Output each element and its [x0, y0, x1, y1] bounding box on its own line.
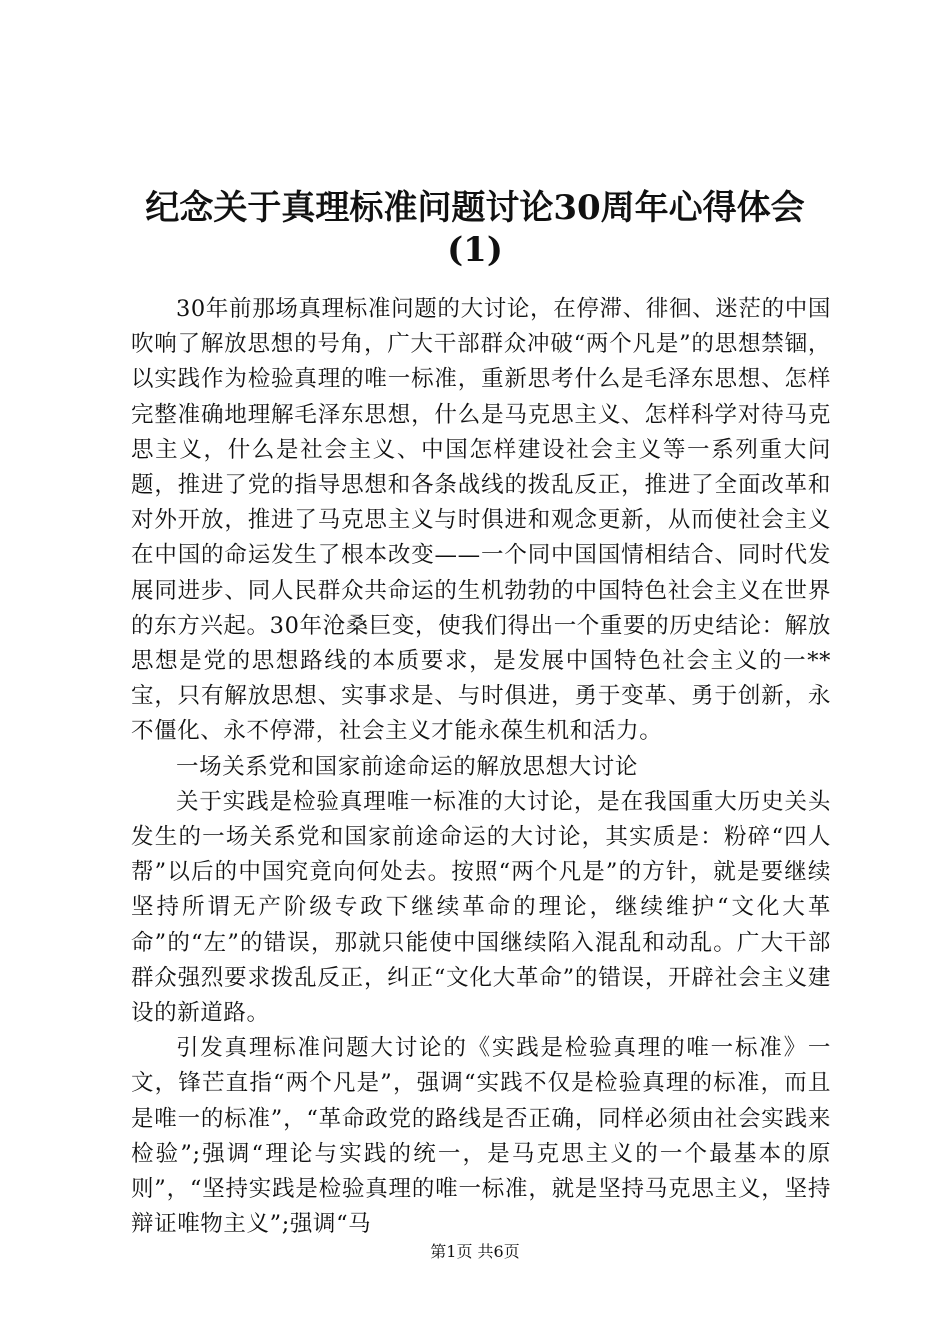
document-body [131, 292, 831, 1242]
section-heading: 一场关系党和国家前途命运的解放思想大讨论 [176, 753, 639, 780]
document-title: 纪念关于真理标准问题讨论30周年心得体会 [145, 188, 805, 228]
document-title-suffix: (1) [447, 230, 503, 270]
paragraph: 引发真理标准问题大讨论的《实践是检验真理的唯一标准》一文，锋芒直指“两个凡是”，强调“实践不仅是检验真理的标准，而且是唯一的标准”，“革命政党的路线是否正确，同样必须由社会实践来检验”;强调“理论与实践的统一，是马克思主义的一个最基本的原则”，“坚持实践是检验真理的唯一标准，就是坚持马克思主义，坚持辩证唯物主义”;强调“马 [131, 1035, 831, 1238]
paragraph: 30年前那场真理标准问题的大讨论，在停滞、徘徊、迷茫的中国吹响了解放思想的号角，广大干部群众冲破“两个凡是”的思想禁锢，以实践作为检验真理的唯一标准，重新思考什么是毛泽东思想、怎样完整准确地理解毛泽东思想，什么是马克思主义、怎样科学对待马克思主义，什么是社会主义、中国怎样建设社会主义等一系列重大问题，推进了党的指导思想和各条战线的拨乱反正，推进了全面改革和对外开放，推进了马克思主义与时俱进和观念更新，从而使社会主义在中国的命运发生了根本改变——一个同中国国情相结合、同时代发展同进步、同人民群众共命运的生机勃勃的中国特色社会主义在世界的东方兴起。30年沧桑巨变，使我们得出一个重要的历史结论：解放思想是党的思想路线的本质要求，是发展中国特色社会主义的一**宝，只有解放思想、实事求是、与时俱进，勇于变革、勇于创新，永不僵化、永不停滞，社会主义才能永葆生机和活力。 [131, 296, 831, 745]
page-footer: 第1页 共6页 [430, 1242, 520, 1261]
paragraph: 关于实践是检验真理唯一标准的大讨论，是在我国重大历史关头发生的一场关系党和国家前途命运的大讨论，其实质是：粉碎“四人帮”以后的中国究竟向何处去。按照“两个凡是”的方针，就是要继续坚持所谓无产阶级专政下继续革命的理论，继续维护“文化大革命”的“左”的错误，那就只能使中国继续陷入混乱和动乱。广大干部群众强烈要求拨乱反正，纠正“文化大革命”的错误，开辟社会主义建设的新道路。 [131, 788, 831, 1027]
